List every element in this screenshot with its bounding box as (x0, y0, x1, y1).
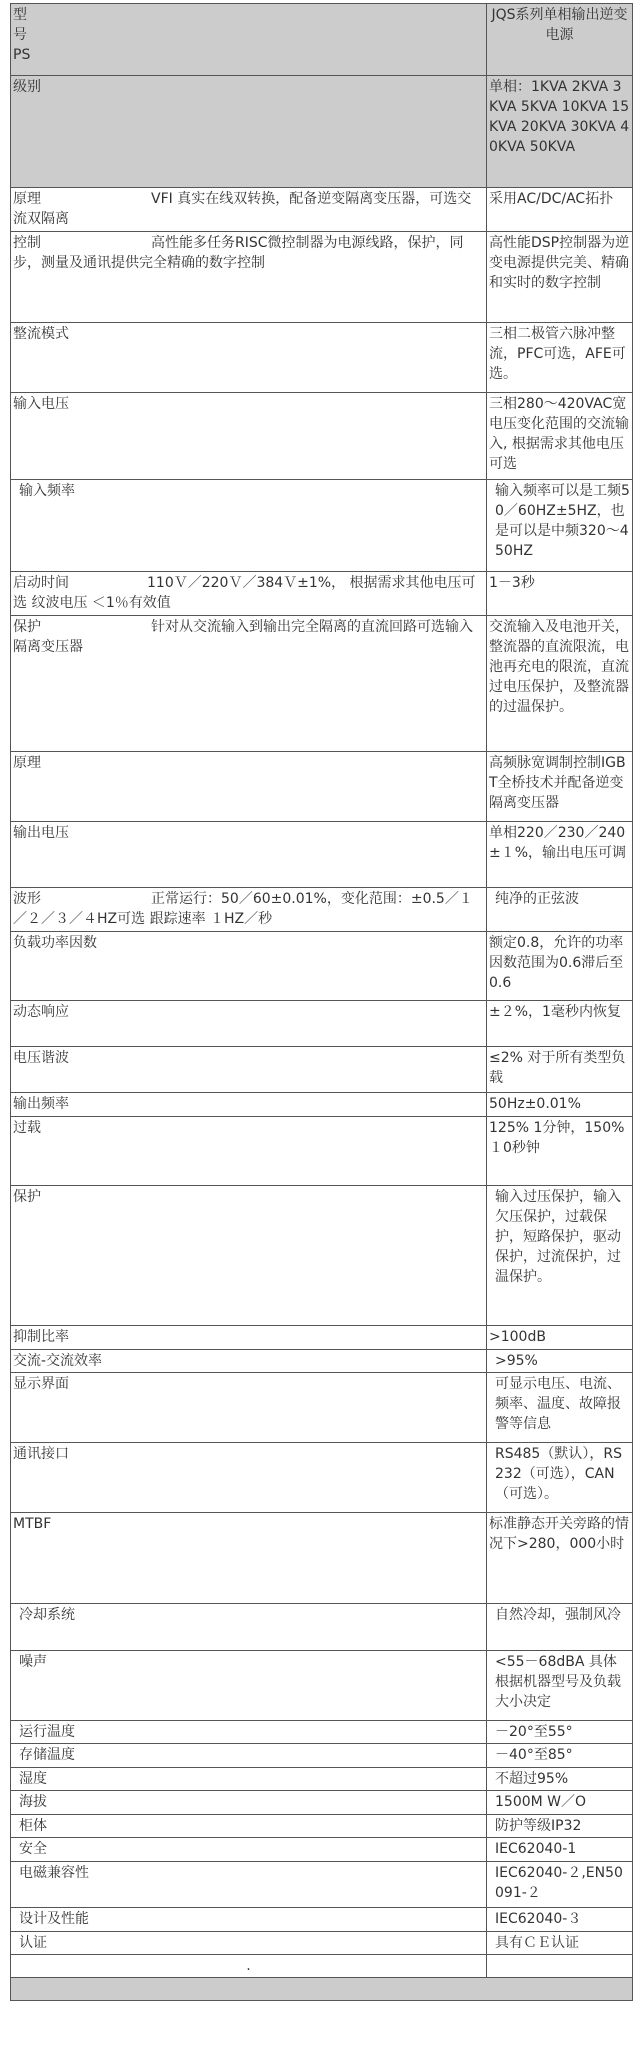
row-value: ±２%，1毫秒内恢复 (489, 1004, 621, 1020)
row-value: 输入频率可以是工频50／60HZ±5HZ，也是可以是中频320～450HZ (495, 483, 630, 559)
row-label: 过载 (13, 1120, 41, 1136)
row-label: 电压谐波 (13, 1050, 69, 1066)
row-label: 输入电压 (13, 396, 69, 412)
row-label: 电磁兼容性 (19, 1865, 89, 1881)
row-value: 额定0.8，允许的功率因数范围为0.6滞后至0.6 (489, 935, 624, 991)
table-row (11, 1001, 633, 1047)
table-row (11, 76, 633, 188)
table-row (11, 188, 633, 232)
row-value: 可显示电压、电流、频率、温度、故障报警等信息 (495, 1376, 621, 1432)
table-row (11, 480, 633, 572)
table-row (11, 888, 633, 932)
row-label: 输出电压 (13, 825, 69, 841)
row-label: 原理 (13, 755, 41, 771)
row-value: 自然冷却，强制风冷 (495, 1607, 621, 1623)
spec-table (10, 3, 633, 2001)
row-value: 输入过压保护，输入欠压保护，过载保护，短路保护，驱动保护，过流保护，过温保护。 (495, 1189, 621, 1285)
row-label: 波形 (13, 891, 41, 907)
row-value: RS485（默认），RS232（可选），CAN（可选）。 (495, 1446, 622, 1502)
row-value: 防护等级IP32 (495, 1818, 582, 1834)
row-label: 整流模式 (13, 326, 69, 342)
row-value: 1－3秒 (489, 575, 535, 591)
row-value: 单相：1KVA 2KVA 3KVA 5KVA 10KVA 15KVA 20KVA 30KVA 40KVA 50KVA (489, 79, 630, 155)
row-value: 交流输入及电池开关，整流器的直流限流，电池再充电的限流，直流过电压保护，及整流器的过温保护。 (489, 619, 629, 715)
row-label: 安全 (19, 1841, 47, 1857)
table-row (11, 1443, 633, 1513)
header-model-cell (11, 4, 487, 76)
row-label: MTBF (13, 1516, 52, 1532)
row-label: 抑制比率 (13, 1329, 69, 1345)
row-detail: 高性能多任务RISC微控制器为电源线路，保护，同步，测量及通讯提供完全精确的数字控制 (13, 235, 464, 271)
table-row (11, 323, 633, 393)
row-value: >100dB (489, 1329, 546, 1345)
header-model-line-2: 号 (13, 27, 27, 43)
header-product-cell (487, 4, 633, 76)
footer-grey-row (11, 1978, 633, 2001)
row-label: 运行温度 (19, 1724, 75, 1740)
row-value: 标准静态开关旁路的情况下>280，000小时 (489, 1516, 629, 1552)
row-value: IEC62040-３ (495, 1911, 582, 1927)
table-row (11, 1117, 633, 1186)
table-row (11, 1604, 633, 1651)
row-value: ≤2% 对于所有类型负载 (489, 1050, 626, 1086)
row-detail: 正常运行：50／60±0.01%，变化范围：±0.5／１／２／３／４HZ可选 跟踪速率 １HZ／秒 (13, 891, 473, 927)
table-row (11, 1791, 633, 1815)
table-row (11, 1908, 633, 1932)
row-value: 采用AC/DC/AC拓扑 (489, 191, 614, 207)
table-row (11, 1186, 633, 1326)
row-value: 高性能DSP控制器为逆变电源提供完美、精确和实时的数字控制 (489, 235, 630, 291)
row-label: 保护 (13, 619, 41, 635)
table-row (11, 1815, 633, 1838)
footer-dot: . (246, 1958, 251, 1974)
table-row (11, 1862, 633, 1908)
row-value: 1500M W／O (495, 1794, 587, 1810)
row-label: 输出频率 (13, 1096, 69, 1112)
row-label: 交流-交流效率 (13, 1353, 103, 1369)
table-row (11, 1838, 633, 1862)
row-label: 动态响应 (13, 1004, 69, 1020)
table-row (11, 393, 633, 480)
footer-grey-band (11, 1978, 633, 2001)
row-label: 通讯接口 (13, 1446, 69, 1462)
table-row (11, 1373, 633, 1443)
table-row (11, 616, 633, 752)
row-value: 纯净的正弦波 (495, 891, 579, 907)
row-label: 海拔 (19, 1794, 47, 1810)
table-row (11, 572, 633, 616)
blank-row (11, 1955, 633, 1978)
row-label: 输入频率 (19, 483, 75, 499)
row-value: －20°至55° (495, 1724, 573, 1740)
table-row (11, 822, 633, 888)
table-row (11, 752, 633, 822)
row-label: 显示界面 (13, 1376, 69, 1392)
row-label: 保护 (13, 1189, 41, 1205)
row-label: 启动时间 (13, 575, 69, 591)
row-detail: VFI 真实在线双转换，配备逆变隔离变压器，可选交流双隔离 (13, 191, 472, 227)
row-label: 负载功率因数 (13, 935, 97, 951)
row-value: 三相280～420VAC宽电压变化范围的交流输入, 根据需求其他电压可选 (489, 396, 629, 472)
table-row (11, 1350, 633, 1373)
row-value: 高频脉宽调制控制IGBT全桥技术并配备逆变隔离变压器 (489, 755, 626, 811)
row-value: 单相220／230／240±１%，输出电压可调 (489, 825, 627, 861)
table-row (11, 1932, 633, 1955)
table-row (11, 1326, 633, 1350)
table-row (11, 1047, 633, 1093)
row-label: 级别 (13, 79, 41, 95)
row-value: IEC62040-２,EN50091-２ (495, 1865, 623, 1901)
row-value: >95% (495, 1353, 538, 1369)
row-label: 冷却系统 (19, 1607, 75, 1623)
row-value: <55－68dBA 具体根据机器型号及负载大小决定 (495, 1654, 621, 1710)
row-value: 50Hz±0.01% (489, 1096, 581, 1112)
header-model-line-1: 型 (13, 7, 27, 23)
row-value: 不超过95% (495, 1771, 569, 1787)
row-value: 125% 1分钟，150% １0秒钟 (489, 1120, 625, 1156)
row-label: 原理 (13, 191, 41, 207)
table-row (11, 1651, 633, 1721)
row-value: IEC62040-1 (495, 1841, 577, 1857)
table-row (11, 932, 633, 1001)
row-value: 具有ＣＥ认证 (495, 1935, 579, 1951)
row-label: 控制 (13, 235, 41, 251)
table-row (11, 232, 633, 323)
header-product-title: JQS系列单相输出逆变电源 (491, 7, 628, 43)
row-label: 认证 (19, 1935, 47, 1951)
header-model-line-3: PS (13, 47, 31, 63)
row-label: 存储温度 (19, 1747, 75, 1763)
table-row (11, 1768, 633, 1791)
table-row (11, 1093, 633, 1117)
row-detail: 110Ｖ／220Ｖ／384Ｖ±1%， 根据需求其他电压可选 纹波电压 ＜1％有效值 (13, 575, 476, 611)
row-detail: 针对从交流输入到输出完全隔离的直流回路可选输入隔离变压器 (13, 619, 473, 655)
row-label: 湿度 (19, 1771, 47, 1787)
row-label: 噪声 (19, 1654, 47, 1670)
table-row (11, 1513, 633, 1604)
row-value: －40°至85° (495, 1747, 573, 1763)
table-row (11, 1721, 633, 1744)
table-row (11, 1744, 633, 1768)
row-label: 柜体 (19, 1818, 47, 1834)
row-label: 设计及性能 (19, 1911, 89, 1927)
header-row (11, 4, 633, 76)
row-value: 三相二极管六脉冲整流，PFC可选，AFE可选。 (489, 326, 626, 382)
